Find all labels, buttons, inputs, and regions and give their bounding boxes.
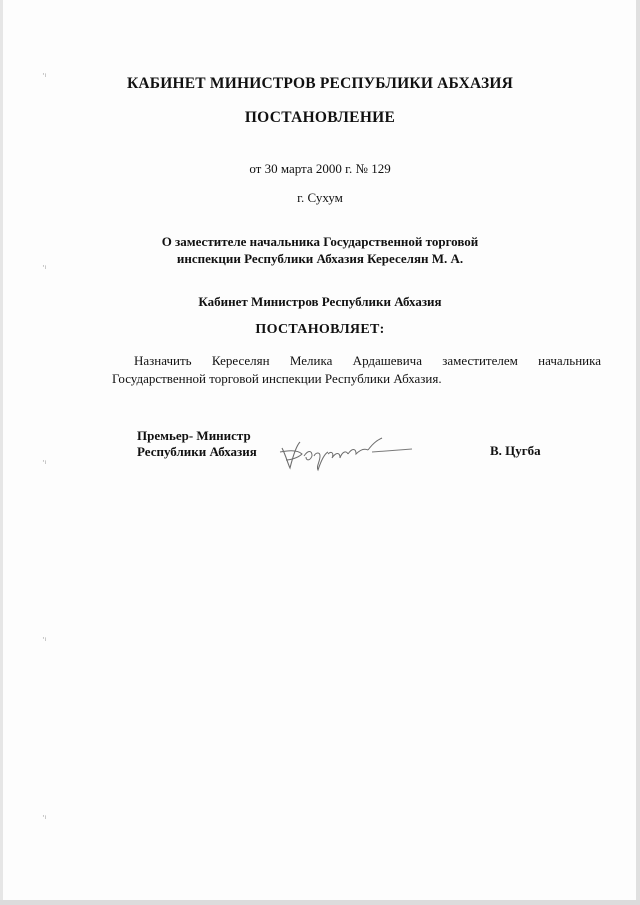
issuing-body: Кабинет Министров Республики Абхазия — [198, 294, 442, 309]
signatory-title — [137, 428, 257, 460]
signatory-title-line-1: Премьер- Министр — [137, 428, 251, 443]
city: г. Сухум — [297, 190, 343, 205]
signatory-name: В. Цугба — [490, 443, 541, 458]
subject-line-2: инспекции Республики Абхазия Кереселян М. А. — [176, 251, 464, 266]
decree-word: ПОСТАНОВЛЯЕТ: — [255, 322, 385, 337]
date-and-number: от 30 марта 2000 г. № 129 — [249, 161, 391, 176]
punch-hole-mark: ·ᵢ — [42, 634, 47, 644]
scan-edge-right — [636, 0, 640, 905]
subject-line-1: О заместителе начальника Государственной торговой — [161, 234, 479, 249]
organization-heading: КАБИНЕТ МИНИСТРОВ РЕСПУБЛИКИ АБХАЗИЯ — [126, 75, 514, 92]
signatory-title-line-2: Республики Абхазия — [137, 444, 257, 459]
scan-edge-bottom — [0, 900, 640, 905]
scan-edge-left — [0, 0, 3, 905]
document-type-heading: ПОСТАНОВЛЕНИЕ — [244, 109, 396, 126]
decree-body-text: Назначить Кереселян Мелика Ардашевича заместителем начальника Государственной торговой инспекции Республики Абхазия. — [112, 353, 601, 386]
handwritten-signature — [276, 434, 416, 478]
punch-hole-mark: ·ᵢ — [42, 70, 47, 80]
punch-hole-mark: ·ᵢ — [42, 262, 47, 272]
punch-hole-mark: ·ᵢ — [42, 457, 47, 467]
punch-hole-mark: ·ᵢ — [42, 812, 47, 822]
